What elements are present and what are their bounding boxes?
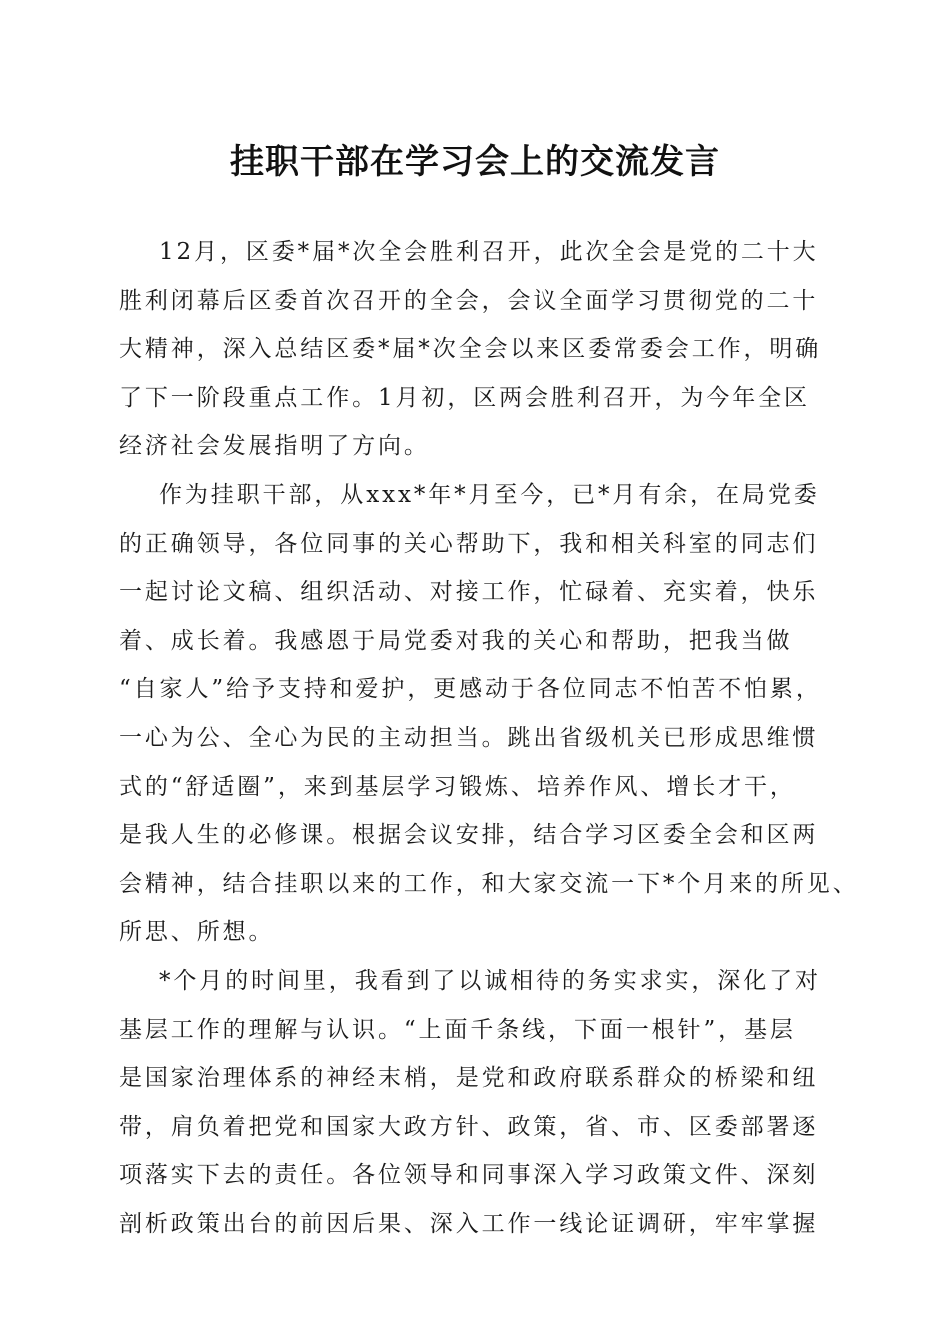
paragraph-line: 大精神，深入总结区委*届*次全会以来区委常委会工作，明确 — [119, 336, 822, 363]
paragraph-line: 基层工作的理解与认识。“上面千条线，下面一根针”，基层 — [119, 1016, 796, 1043]
paragraph-line: 带，肩负着把党和国家大政方针、政策，省、市、区委部署逐 — [119, 1113, 819, 1140]
paragraph-line: 剖析政策出台的前因后果、深入工作一线论证调研，牢牢掌握 — [119, 1210, 819, 1237]
paragraph-line: 是我人生的必修课。根据会议安排，结合学习区委全会和区两 — [119, 822, 819, 849]
paragraph-line: 项落实下去的责任。各位领导和同事深入学习政策文件、深刻 — [119, 1162, 819, 1189]
paragraph-line: 所思、所想。 — [119, 919, 275, 946]
paragraph-line: 经济社会发展指明了方向。 — [119, 433, 430, 460]
paragraph-line: “自家人”给予支持和爱护，更感动于各位同志不怕苦不怕累， — [119, 676, 822, 703]
paragraph-line: 是国家治理体系的神经末梢，是党和政府联系群众的桥梁和纽 — [119, 1065, 819, 1092]
paragraph-line: 一起讨论文稿、组织活动、对接工作，忙碌着、充实着，快乐 — [119, 579, 819, 606]
paragraph-line: 的正确领导，各位同事的关心帮助下，我和相关科室的同志们 — [119, 530, 819, 557]
paragraph-line: *个月的时间里，我看到了以诚相待的务实求实，深化了对 — [159, 967, 821, 994]
paragraph-line: 胜利闭幕后区委首次召开的全会，会议全面学习贯彻党的二十 — [119, 287, 819, 314]
paragraph-line: 会精神，结合挂职以来的工作，和大家交流一下*个月来的所见、 — [119, 870, 859, 897]
paragraph-line: 作为挂职干部，从xxx*年*月至今，已*月有余，在局党委 — [159, 481, 820, 508]
document-body — [119, 228, 859, 1248]
paragraph-line: 12月，区委*届*次全会胜利召开，此次全会是党的二十大 — [159, 239, 819, 265]
paragraph-line: 着、成长着。我感恩于局党委对我的关心和帮助，把我当做 — [119, 627, 793, 654]
paragraph-line: 一心为公、全心为民的主动担当。跳出省级机关已形成思维惯 — [119, 724, 819, 751]
document-title: 挂职干部在学习会上的交流发言 — [230, 142, 720, 182]
paragraph-line: 了下一阶段重点工作。1月初，区两会胜利召开，为今年全区 — [119, 384, 810, 411]
paragraph-line: 式的“舒适圈”，来到基层学习锻炼、培养作风、增长才干， — [119, 773, 796, 800]
